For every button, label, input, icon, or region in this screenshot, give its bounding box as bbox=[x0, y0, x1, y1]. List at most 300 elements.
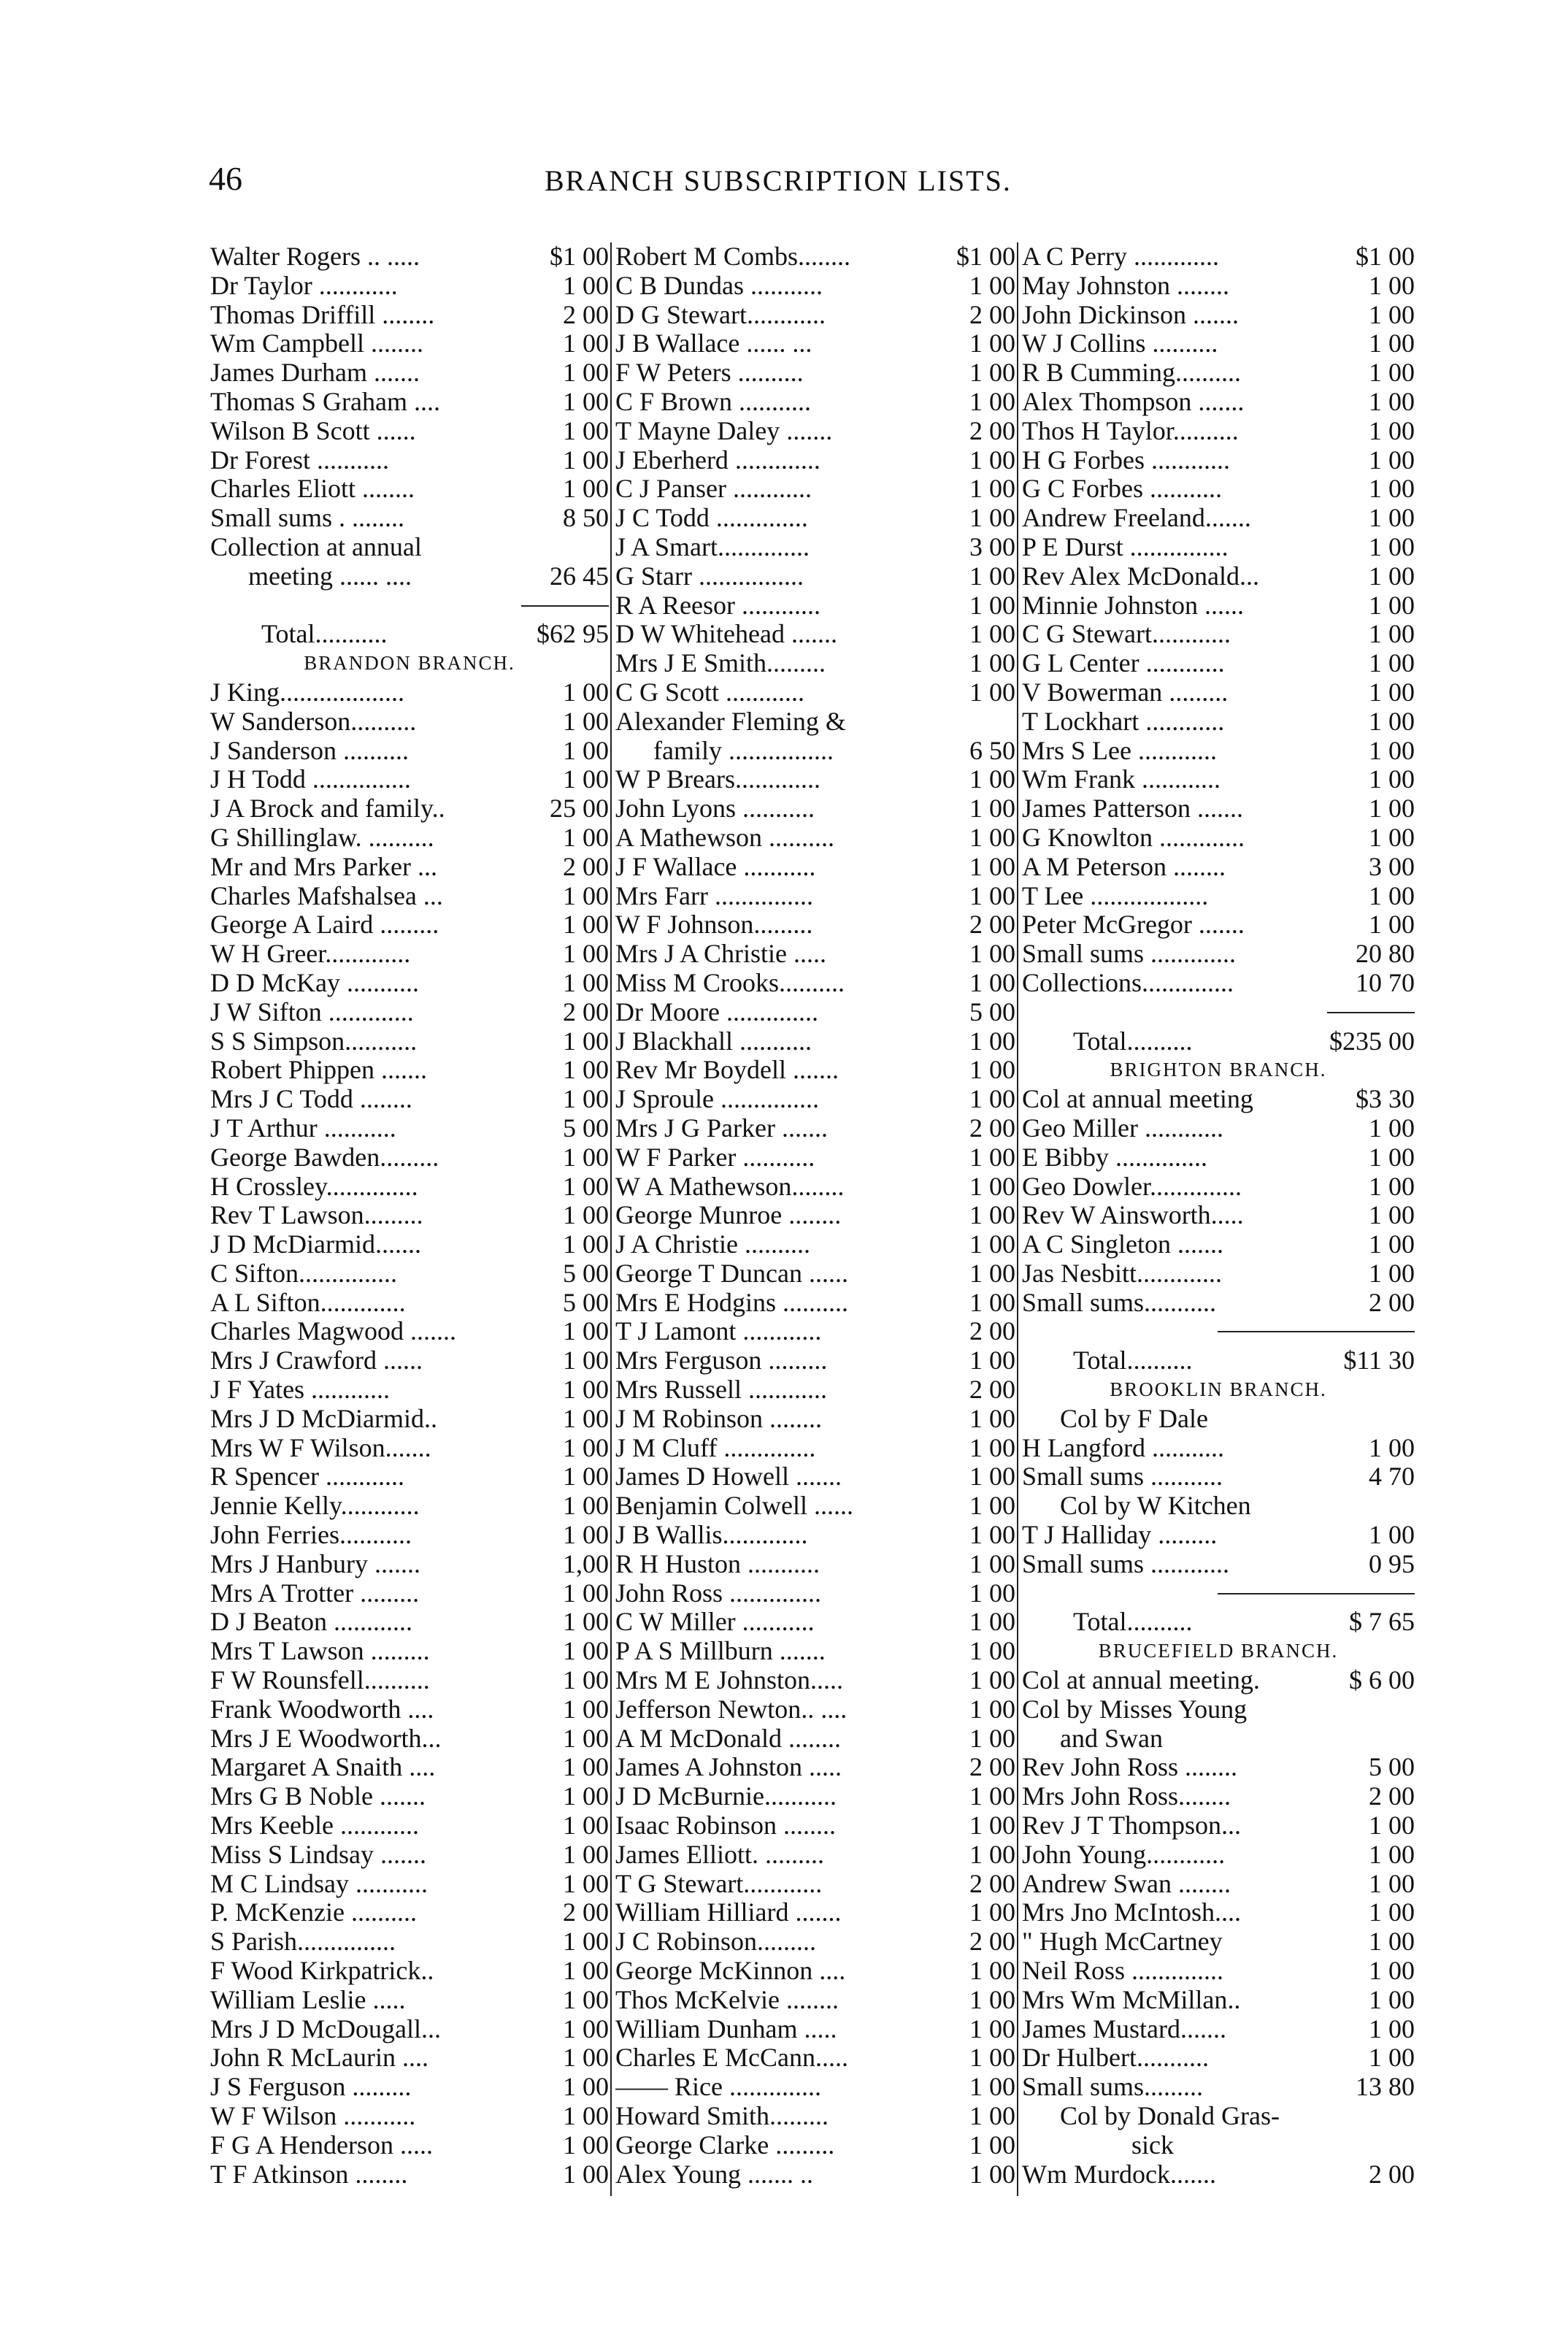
subscriber-name: Dr Moore .............. bbox=[615, 997, 818, 1026]
subscriber-name: Mrs J E Smith......... bbox=[615, 649, 826, 678]
subscriber-name: F W Peters .......... bbox=[615, 358, 804, 388]
subscription-amount: 1 00 bbox=[563, 1869, 609, 1898]
subscription-amount: 2 00 bbox=[1369, 1288, 1415, 1317]
subscription-amount: 1 00 bbox=[1369, 1840, 1415, 1869]
subscriber-row bbox=[615, 242, 1015, 272]
subscriber-row bbox=[1022, 1114, 1415, 1143]
subscription-amount: 13 80 bbox=[1356, 2073, 1415, 2102]
subscriber-row bbox=[615, 2043, 1015, 2073]
subscription-amount: 1 00 bbox=[1369, 736, 1415, 765]
subscriber-row bbox=[1022, 1927, 1415, 1957]
subscription-amount: 1 00 bbox=[969, 1608, 1015, 1637]
subscriber-row bbox=[615, 1608, 1015, 1637]
subscriber-row bbox=[210, 1201, 609, 1230]
subscriber-name: Wm Murdock....... bbox=[1022, 2160, 1216, 2189]
subscription-amount: 1 00 bbox=[969, 1811, 1015, 1841]
subscriber-row bbox=[210, 1782, 609, 1811]
subscriber-name: H G Forbes ............ bbox=[1022, 445, 1230, 475]
branch-heading: BRUCEFIELD BRANCH. bbox=[1098, 1640, 1339, 1662]
subscription-amount: 1 00 bbox=[1369, 532, 1415, 561]
subscription-amount: 1 00 bbox=[969, 823, 1015, 852]
subscriber-name: Mrs E Hodgins .......... bbox=[615, 1288, 849, 1317]
subscriber-row bbox=[210, 1753, 609, 1782]
subscriber-name: S S Simpson........... bbox=[210, 1026, 418, 1056]
subscriber-row bbox=[210, 882, 609, 911]
subscription-amount: 1 00 bbox=[1369, 1259, 1415, 1288]
subscriber-name: J Sproule ............... bbox=[615, 1085, 819, 1114]
subscription-amount: 1 00 bbox=[1369, 1927, 1415, 1957]
subscriber-name: J D McDiarmid....... bbox=[210, 1230, 421, 1259]
subscriber-row bbox=[210, 737, 609, 766]
subscriber-name: Rev J T Thompson... bbox=[1022, 1811, 1242, 1841]
subscriber-row bbox=[615, 998, 1015, 1027]
subscriber-row bbox=[615, 678, 1015, 707]
subscriber-name: Margaret A Snaith .... bbox=[210, 1753, 436, 1782]
subscriber-row bbox=[210, 272, 609, 301]
subscriber-name: J S Ferguson ......... bbox=[210, 2073, 412, 2102]
subscription-amount: 1 00 bbox=[1369, 387, 1415, 416]
subscriber-name: W F Parker ........... bbox=[615, 1143, 815, 1172]
total-amount: $ 7 65 bbox=[1349, 1608, 1415, 1637]
subscriber-row bbox=[1022, 1666, 1415, 1695]
subscriber-row bbox=[210, 2102, 609, 2131]
subscriber-name: and Swan bbox=[1060, 1724, 1163, 1753]
subscriber-row bbox=[210, 969, 609, 998]
subscription-amount: 1 00 bbox=[1369, 1230, 1415, 1259]
subscriber-row bbox=[615, 620, 1015, 649]
subscriber-row bbox=[1022, 1405, 1415, 1434]
subscription-amount: 1 00 bbox=[563, 1375, 609, 1405]
subscription-amount: 1 00 bbox=[969, 1578, 1015, 1608]
subscriber-name: Collection at annual bbox=[210, 532, 422, 561]
subscription-amount: 2 00 bbox=[563, 852, 609, 881]
subscription-amount: 1 00 bbox=[969, 1782, 1015, 1811]
subscriber-name: Col by F Dale bbox=[1060, 1404, 1208, 1433]
subscriber-row bbox=[210, 504, 609, 533]
subscriber-name: " Hugh McCartney bbox=[1022, 1927, 1223, 1957]
subscriber-row bbox=[615, 1259, 1015, 1289]
subscriber-row bbox=[1022, 940, 1415, 969]
subscription-amount: 1 00 bbox=[1369, 1113, 1415, 1143]
subscription-amount: 1 00 bbox=[969, 1549, 1015, 1578]
total-rule bbox=[1022, 1317, 1415, 1346]
subscriber-name: Small sums ............. bbox=[1022, 940, 1237, 969]
subscriber-row bbox=[210, 1811, 609, 1841]
subscriber-row bbox=[210, 824, 609, 853]
subscriber-name: Dr Taylor ............ bbox=[210, 271, 398, 300]
subscriber-name: W A Mathewson........ bbox=[615, 1172, 845, 1201]
subscription-amount: 1 00 bbox=[1369, 1521, 1415, 1550]
subscriber-row bbox=[210, 910, 609, 940]
total-amount: $62 95 bbox=[537, 620, 609, 649]
subscriber-row bbox=[1022, 794, 1415, 824]
branch-heading: BRIGHTON BRANCH. bbox=[1110, 1059, 1327, 1081]
subscription-amount: 2 00 bbox=[969, 300, 1015, 329]
subscriber-row bbox=[210, 1114, 609, 1143]
subscriber-name: J W Sifton ............. bbox=[210, 997, 414, 1026]
subscriber-row bbox=[1022, 1143, 1415, 1172]
subscription-amount: 1 00 bbox=[969, 2073, 1015, 2102]
subscriber-row bbox=[210, 242, 609, 272]
subscriber-name: Mrs Ferguson ......... bbox=[615, 1346, 828, 1375]
subscriber-row bbox=[615, 1085, 1015, 1114]
subscription-amount: 1 00 bbox=[969, 1404, 1015, 1433]
subscriber-row bbox=[615, 2131, 1015, 2160]
subscriber-row bbox=[210, 417, 609, 446]
subscriber-name: D D McKay ........... bbox=[210, 968, 419, 997]
subscriber-row bbox=[210, 1375, 609, 1405]
subscriber-name: Mrs G B Noble ....... bbox=[210, 1782, 426, 1811]
subscription-amount: 26 45 bbox=[550, 561, 609, 591]
subscriber-name: James Mustard....... bbox=[1022, 2014, 1226, 2043]
subscriber-name: May Johnston ........ bbox=[1022, 271, 1230, 300]
subscription-amount: 1 00 bbox=[1369, 1143, 1415, 1172]
subscriber-name: Mrs Farr ............... bbox=[615, 881, 813, 910]
subscriber-name: A L Sifton............. bbox=[210, 1288, 406, 1317]
subscriber-row bbox=[615, 1317, 1015, 1346]
subscription-amount: 1 00 bbox=[969, 1898, 1015, 1927]
column-divider bbox=[610, 242, 612, 2196]
total-label: Total........... bbox=[261, 620, 388, 649]
subscriber-name: F Wood Kirkpatrick.. bbox=[210, 1957, 434, 1986]
subscriber-name: Minnie Johnston ...... bbox=[1022, 591, 1245, 620]
subscriber-row bbox=[210, 1550, 609, 1579]
subscriber-name: Mrs Russell ............ bbox=[615, 1375, 828, 1405]
subscription-amount: 1 00 bbox=[969, 1056, 1015, 1085]
subscription-amount: 1 00 bbox=[969, 1288, 1015, 1317]
subscriber-name: Mrs Keeble ............ bbox=[210, 1811, 419, 1841]
subscriber-row bbox=[1022, 1898, 1415, 1927]
subscription-amount: 1 00 bbox=[563, 1085, 609, 1114]
subscription-amount: 1 00 bbox=[969, 1201, 1015, 1230]
subscriber-name: A C Singleton ....... bbox=[1022, 1230, 1224, 1259]
subscription-amount: 1 00 bbox=[563, 1492, 609, 1521]
subscriber-row bbox=[1022, 1230, 1415, 1259]
subscriber-row bbox=[210, 678, 609, 707]
subscriber-row bbox=[1022, 301, 1415, 330]
subscriber-row bbox=[1022, 1172, 1415, 1202]
subscriber-row bbox=[1022, 1811, 1415, 1841]
subscriber-row bbox=[1022, 475, 1415, 504]
subscriber-name: Benjamin Colwell ...... bbox=[615, 1492, 853, 1521]
subscriber-row bbox=[1022, 853, 1415, 882]
subscription-amount: 1 00 bbox=[563, 475, 609, 504]
subscriber-name: Robert M Combs........ bbox=[615, 242, 851, 271]
subscriber-name: Jennie Kelly............ bbox=[210, 1492, 420, 1521]
subscription-amount: 1 00 bbox=[563, 1578, 609, 1608]
subscriber-row bbox=[210, 1986, 609, 2015]
subscriber-row bbox=[210, 2015, 609, 2044]
subscriber-name: James Durham ....... bbox=[210, 358, 420, 388]
subscription-amount: 1 00 bbox=[969, 2102, 1015, 2130]
subscriber-row bbox=[1022, 910, 1415, 940]
subscription-amount: 1 00 bbox=[1369, 2043, 1415, 2073]
branch-heading: BRANDON BRANCH. bbox=[304, 652, 515, 675]
subscriber-name: F G A Henderson ..... bbox=[210, 2130, 433, 2160]
subscription-amount: 1 00 bbox=[563, 736, 609, 765]
subscriber-row bbox=[210, 1870, 609, 1899]
subscriber-row bbox=[615, 1375, 1015, 1405]
subscription-amount: 1 00 bbox=[1369, 881, 1415, 910]
subscriber-name: D J Beaton ............ bbox=[210, 1608, 412, 1637]
subscriber-name: William Hilliard ....... bbox=[615, 1898, 842, 1927]
subscription-amount: 1 00 bbox=[563, 940, 609, 969]
subscriber-name: George Munroe ........ bbox=[615, 1201, 842, 1230]
subscriber-name: Robert Phippen ....... bbox=[210, 1056, 427, 1085]
subscriber-row bbox=[210, 1085, 609, 1114]
subscriber-row bbox=[1022, 446, 1415, 475]
subscriber-row bbox=[210, 1695, 609, 1724]
subscription-amount: 1 00 bbox=[563, 329, 609, 358]
subscriber-row bbox=[210, 358, 609, 388]
subscriber-name: W Sanderson.......... bbox=[210, 707, 417, 736]
subscriber-name: Howard Smith......... bbox=[615, 2102, 829, 2130]
subscriber-name: Jas Nesbitt............. bbox=[1022, 1259, 1222, 1288]
total-row bbox=[1022, 1027, 1415, 1056]
subscriber-row bbox=[615, 475, 1015, 504]
subscriber-row bbox=[1022, 2073, 1415, 2102]
subscription-amount: 1 00 bbox=[1369, 2014, 1415, 2043]
subscriber-name: W F Wilson ........... bbox=[210, 2102, 416, 2130]
subscriber-row bbox=[1022, 533, 1415, 562]
subscriber-row bbox=[1022, 1085, 1415, 1114]
subscriber-name: Charles Magwood ....... bbox=[210, 1317, 456, 1346]
subscriber-name: A C Perry ............. bbox=[1022, 242, 1219, 271]
subscriber-row bbox=[615, 1637, 1015, 1666]
subscription-amount: 1 00 bbox=[563, 1782, 609, 1811]
subscriber-name: Andrew Swan ........ bbox=[1022, 1869, 1231, 1898]
subscription-amount: 1 00 bbox=[969, 1026, 1015, 1056]
subscriber-row bbox=[1022, 1550, 1415, 1579]
subscriber-row bbox=[615, 1289, 1015, 1318]
subscriber-name: E Bibby .............. bbox=[1022, 1143, 1208, 1172]
subscriber-name: Walter Rogers .. ..... bbox=[210, 242, 420, 271]
column-3 bbox=[1022, 242, 1415, 2189]
subscription-amount: 1 00 bbox=[969, 881, 1015, 910]
subscription-amount: $3 30 bbox=[1356, 1085, 1415, 1114]
subscriber-row bbox=[1022, 1957, 1415, 1986]
subscriber-name: Mrs J C Todd ........ bbox=[210, 1085, 412, 1114]
subscription-amount: 1 00 bbox=[563, 1724, 609, 1753]
subscriber-row bbox=[210, 533, 609, 562]
subscription-amount: 1 00 bbox=[969, 1637, 1015, 1666]
subscriber-name: Rev T Lawson......... bbox=[210, 1201, 423, 1230]
subscriber-name: C G Scott ............ bbox=[615, 678, 805, 707]
branch-heading: BROOKLIN BRANCH. bbox=[1110, 1378, 1327, 1401]
subscription-amount: 10 70 bbox=[1356, 968, 1415, 997]
subscriber-name: Small sums . ........ bbox=[210, 504, 405, 533]
subscriber-name: Small sums......... bbox=[1022, 2073, 1204, 2102]
subscription-amount: 1 00 bbox=[563, 1985, 609, 2014]
subscription-amount: 1 00 bbox=[969, 620, 1015, 649]
subscriber-row bbox=[615, 1492, 1015, 1521]
subscription-amount: 25 00 bbox=[550, 794, 609, 824]
subscriber-row bbox=[1022, 591, 1415, 621]
subscriber-row bbox=[1022, 358, 1415, 388]
subscriber-name: J A Brock and family.. bbox=[210, 794, 445, 824]
subscription-amount: 1 00 bbox=[1369, 620, 1415, 649]
subscriber-row bbox=[615, 301, 1015, 330]
subscriber-row bbox=[210, 1259, 609, 1289]
subscriber-name: Charles E McCann..... bbox=[615, 2043, 848, 2073]
running-title: BRANCH SUBSCRIPTION LISTS. bbox=[545, 164, 1012, 197]
subscriber-name: family ................ bbox=[653, 736, 834, 765]
subscriber-row bbox=[615, 1143, 1015, 1172]
subscription-amount: 1 00 bbox=[969, 387, 1015, 416]
subscriber-row bbox=[615, 591, 1015, 621]
subscription-amount: 1 00 bbox=[969, 649, 1015, 678]
subscriber-row bbox=[210, 1579, 609, 1608]
subscriber-name: G Knowlton ............. bbox=[1022, 823, 1245, 852]
subscriber-row bbox=[615, 1521, 1015, 1550]
subscriber-name: Wm Campbell ........ bbox=[210, 329, 423, 358]
column-divider bbox=[1017, 242, 1018, 2196]
subscriber-row bbox=[1022, 417, 1415, 446]
subscriber-name: T F Atkinson ........ bbox=[210, 2160, 408, 2189]
subscription-amount: 1 00 bbox=[1369, 271, 1415, 300]
subscriber-name: G C Forbes ........... bbox=[1022, 475, 1223, 504]
subscriber-name: Small sums........... bbox=[1022, 1288, 1217, 1317]
subscriber-name: James Patterson ....... bbox=[1022, 794, 1243, 824]
subscription-amount: 1 00 bbox=[563, 1811, 609, 1841]
subscriber-name: meeting ...... .... bbox=[248, 561, 412, 591]
subscription-amount: 2 00 bbox=[563, 997, 609, 1026]
subscriber-row bbox=[615, 1666, 1015, 1695]
subscriber-row bbox=[1022, 737, 1415, 766]
subscriber-name: Mrs M E Johnston..... bbox=[615, 1666, 844, 1695]
subscription-amount: 1 00 bbox=[969, 1985, 1015, 2014]
subscriber-row bbox=[615, 2073, 1015, 2102]
subscription-amount: 1 00 bbox=[969, 940, 1015, 969]
subscriber-name: J C Todd .............. bbox=[615, 504, 808, 533]
subscription-amount: 20 80 bbox=[1356, 940, 1415, 969]
subscriber-row bbox=[210, 562, 609, 591]
subscriber-name: Mrs W F Wilson....... bbox=[210, 1433, 431, 1462]
column-1 bbox=[210, 242, 609, 2189]
subscriber-name: J King................... bbox=[210, 678, 405, 707]
subscriber-name: D G Stewart............ bbox=[615, 300, 826, 329]
subscriber-name: James D Howell ....... bbox=[615, 1462, 842, 1492]
subscription-amount: 5 00 bbox=[969, 997, 1015, 1026]
subscription-amount: 5 00 bbox=[563, 1113, 609, 1143]
subscription-amount: 2 00 bbox=[969, 1113, 1015, 1143]
subscriber-name: S Parish............... bbox=[210, 1927, 396, 1957]
subscription-amount: 4 70 bbox=[1369, 1462, 1415, 1492]
subscription-amount: 1 00 bbox=[969, 1724, 1015, 1753]
subscriber-row bbox=[615, 910, 1015, 940]
subscriber-row bbox=[1022, 1462, 1415, 1492]
subscriber-name: Isaac Robinson ........ bbox=[615, 1811, 836, 1841]
subscription-amount: 1 00 bbox=[563, 358, 609, 388]
subscription-amount: 5 00 bbox=[563, 1259, 609, 1288]
subscriber-row bbox=[210, 1898, 609, 1927]
subscriber-name: Mrs Jno McIntosh.... bbox=[1022, 1898, 1242, 1927]
total-rule bbox=[1022, 998, 1415, 1027]
subscriber-name: Alexander Fleming & bbox=[615, 707, 846, 736]
subscriber-row bbox=[210, 1462, 609, 1492]
subscriber-row bbox=[615, 2160, 1015, 2189]
subscriber-row bbox=[1022, 824, 1415, 853]
subscription-amount: 1 00 bbox=[563, 1666, 609, 1695]
subscription-amount: 1 00 bbox=[1369, 707, 1415, 736]
subscriber-name: P. McKenzie .......... bbox=[210, 1898, 417, 1927]
subscription-amount: 0 95 bbox=[1369, 1549, 1415, 1578]
subscriber-row bbox=[1022, 678, 1415, 707]
subscription-amount: 1 00 bbox=[1369, 1172, 1415, 1201]
subscription-amount: 1 00 bbox=[969, 1085, 1015, 1114]
subscriber-name: Col at annual meeting. bbox=[1022, 1666, 1260, 1695]
subscriber-row bbox=[615, 1230, 1015, 1259]
subscriber-row bbox=[615, 388, 1015, 417]
subscriber-name: Rev Mr Boydell ....... bbox=[615, 1056, 839, 1085]
subscriber-name: John Ferries........... bbox=[210, 1521, 412, 1550]
subscription-amount: 1 00 bbox=[563, 1637, 609, 1666]
subscriber-name: M C Lindsay ........... bbox=[210, 1869, 428, 1898]
subscription-amount: 5 00 bbox=[563, 1288, 609, 1317]
subscriber-row bbox=[615, 940, 1015, 969]
subscriber-name: F W Rounsfell.......... bbox=[210, 1666, 430, 1695]
subscriber-name: C W Miller ........... bbox=[615, 1608, 815, 1637]
subscriber-row bbox=[615, 882, 1015, 911]
total-label: Total.......... bbox=[1073, 1608, 1193, 1637]
subscription-amount: 1 00 bbox=[563, 1230, 609, 1259]
subscriber-name: J Blackhall ........... bbox=[615, 1026, 812, 1056]
subscriber-row bbox=[615, 1724, 1015, 1754]
subscriber-name: Wm Frank ............ bbox=[1022, 765, 1221, 794]
subscription-amount: 1 00 bbox=[1369, 765, 1415, 794]
subscriber-row bbox=[615, 1782, 1015, 1811]
subscriber-row bbox=[615, 2015, 1015, 2044]
subscriber-row bbox=[210, 1056, 609, 1085]
subscription-amount: 1 00 bbox=[563, 1317, 609, 1346]
subscriber-row bbox=[210, 940, 609, 969]
subscriber-row bbox=[210, 765, 609, 794]
subscriber-row bbox=[1022, 2043, 1415, 2073]
subscriber-row bbox=[1022, 765, 1415, 794]
subscriber-name: J M Cluff .............. bbox=[615, 1433, 816, 1462]
subscription-amount: 1 00 bbox=[1369, 358, 1415, 388]
subscription-amount: 1 00 bbox=[563, 1957, 609, 1986]
subscription-amount: 1 00 bbox=[563, 2130, 609, 2160]
subscription-amount: 2 00 bbox=[969, 416, 1015, 445]
total-row bbox=[1022, 1608, 1415, 1637]
subscriber-name: Dr Forest ........... bbox=[210, 445, 389, 475]
subscriber-name: Mrs J Hanbury ....... bbox=[210, 1549, 420, 1578]
subscription-amount: 1 00 bbox=[969, 1259, 1015, 1288]
subscriber-name: J Sanderson .......... bbox=[210, 736, 409, 765]
subscriber-name: C F Brown ........... bbox=[615, 387, 812, 416]
subscription-amount: 1 00 bbox=[969, 1346, 1015, 1375]
subscriber-row bbox=[615, 1550, 1015, 1579]
subscriber-row bbox=[210, 2073, 609, 2102]
subscriber-row bbox=[1022, 1753, 1415, 1782]
subscription-amount: 1 00 bbox=[969, 1957, 1015, 1986]
subscriber-row bbox=[210, 1317, 609, 1346]
subscriber-row bbox=[615, 1695, 1015, 1724]
subscription-amount: 1 00 bbox=[1369, 649, 1415, 678]
subscriber-name: J C Robinson......... bbox=[615, 1927, 817, 1957]
subscriber-name: T Lee .................. bbox=[1022, 881, 1209, 910]
subscription-amount: 2 00 bbox=[1369, 1782, 1415, 1811]
subscriber-name: Mr and Mrs Parker ... bbox=[210, 852, 437, 881]
subscription-columns bbox=[210, 242, 1415, 2199]
subscription-amount: 1 00 bbox=[563, 1201, 609, 1230]
subscriber-row bbox=[615, 649, 1015, 678]
subscriber-row bbox=[210, 1492, 609, 1521]
subscriber-row bbox=[1022, 969, 1415, 998]
subscriber-name: Neil Ross .............. bbox=[1022, 1957, 1224, 1986]
subscriber-row bbox=[210, 1637, 609, 1666]
